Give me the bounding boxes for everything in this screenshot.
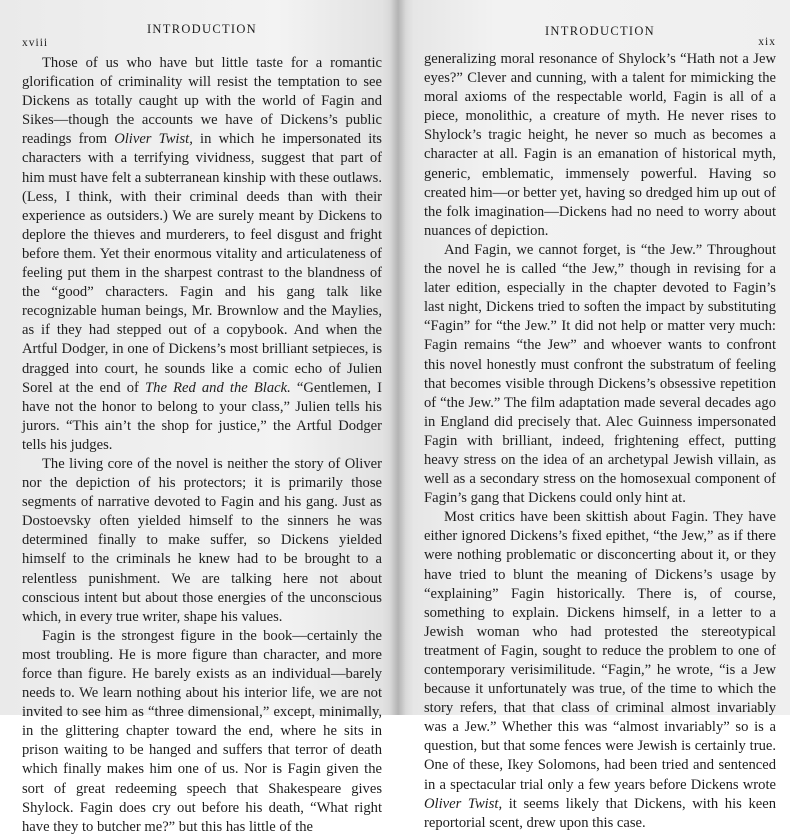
text-run: And Fagin, we cannot forget, is “the Jew.” Throughout the novel he is called “the Jew,” though in revising for a later edition, especially in the chapter devoted to Fagin’s last night, Dickens tried to soften the impact by substituting “Fagin” for “the Jew.” It did not help or matter very much: Fagin remains “the Jew” and whoever wants to confront this novel honestly must confront the substratum of feeling that becomes visible through Dickens’s obsessive repetition of “the Jew.” The film adaptation made several decades ago in England did precisely that. Alec Guinness impersonated Fagin with brilliant, indeed, frightening effect, putting heavy stress on the idea of an archetypal Jewish villain, as well as a secondary stress on the homosexual component of Fagin’s gang that Dickens could only hint at. <box>424 241 776 507</box>
text-run: The living core of the novel is neither the story of Oliver nor the depiction of his protectors; it is primarily those segments of narrative devoted to Fagin and his gang. Just as Dostoevsky often yielded himself to the sinners he was determined finally to make suffer, so Dickens yielded himself to the criminals he knew had to be brought to a relentless punishment. We are talking here not about conscious intent but about those energies of the unconscious which, in every true writer, shape his values. <box>22 455 382 625</box>
text-run: Most critics have been skittish about Fagin. They have either ignored Dickens’s fixed epithet, “the Jew,” as if there were nothing problematic or disconcerting about it, or they have tried to blunt the meaning of Dickens’s usage by “explaining” Fagin historically. There is, of course, something to explain. Dickens himself, in a letter to a Jewish woman who had protested the stereotypical treatment of Fagin, sought to reduce the problem to one of contemporary verisimilitude. “Fagin,” he wrote, “is a Jew because it unfortunately was true, of the time to which the story refers, that that class of criminal almost invariably was a Jew.” Whether this was “almost invariably” so is a question, but that some fences were Jewish is certainly true. One of these, Ikey Solomons, had been tried and sentenced in a spectacular trial only a few years before Dickens wrote <box>424 509 776 793</box>
paragraph <box>424 241 776 508</box>
text-run: Fagin is the strongest figure in the book—certainly the most troubling. He is more figure than character, and more force than figure. He barely exists as an individual—barely needs to. We learn nothing about his interior life, we are not invited to see him as “three dimensional,” except, minimally, in the glittering chapter toward the end, where he sits in prison waiting to be hanged and suffers that terror of death which finally makes him one of us. Nor is Fagin given the sort of great redeeming speech that Shakespeare gives Shylock. Fagin does cry out before his death, “What right have they to butcher me?” but this has little of the <box>22 627 382 835</box>
text-run: generalizing moral resonance of Shylock’s “Hath not a Jew eyes?” Clever and cunning, with a talent for mimicking the moral axioms of the respectable world, Fagin is all of a piece, monolithic, a creature of myth. He never rises to Shylock’s tragic height, he never so much as becomes a character at all. Fagin is an emanation of historical myth, generic, emblematic, immensely powerful. Having so created him—or better yet, having so dredged him up out of the folk imagination—Dickens had no need to worry about nuances of depiction. <box>424 51 776 239</box>
right-page-number: xix <box>758 36 776 48</box>
text-run: “Gentlemen, I have not the honor to belong to your class,” Julien tells his jurors. “This ain’t the shop for justice,” the Artful Dodger tells his judges. <box>22 379 383 453</box>
italic-text: The Red and the Black. <box>145 379 291 396</box>
italic-text: Oliver Twist, <box>424 795 503 812</box>
book-gutter <box>390 0 406 715</box>
left-page-body <box>22 54 382 837</box>
italic-text: Oliver Twist, <box>114 131 193 148</box>
text-run: in which he impersonated its characters with a terrifying vividness, suggest that part of him must have felt a subterranean kinship with these outlaws. (Less, I think, with their criminal deeds than with their experience as outsiders.) We are surely meant by Dickens to deplore the thieves and murderers, to feel disgust and fright before them. Yet their enormous vitality and articulateness of feeling put them in the sharpest contrast to the blandness of the “good” characters. Fagin and his gang talk like recognizable human beings, Mr. Brownlow and the Maylies, as if they had stepped out of a copybook. And when the Artful Dodger, in one of Dickens’s most brilliant setpieces, is dragged into court, he sounds like a comic echo of Julien Sorel at the end of <box>22 131 382 396</box>
paragraph <box>22 455 382 627</box>
left-page-number: xviii <box>22 37 49 49</box>
left-page-header <box>22 0 382 49</box>
right-page-body <box>424 50 776 833</box>
text-run: it seems likely that Dickens, with his keen reportorial scent, drew upon this case. <box>424 795 777 831</box>
paragraph <box>22 54 382 455</box>
paragraph <box>424 50 776 241</box>
left-running-head: INTRODUCTION <box>146 22 258 36</box>
right-running-head: INTRODUCTION <box>544 24 656 38</box>
paragraph <box>22 627 382 837</box>
right-page-header <box>424 0 776 48</box>
text-run: Those of us who have but little taste for a romantic glorification of criminality will resist the temptation to see Dickens as totally caught up with the world of Fagin and Sikes—though the accounts we have of Dickens’s public readings from <box>22 55 382 148</box>
right-page <box>398 0 790 831</box>
paragraph <box>424 508 776 833</box>
